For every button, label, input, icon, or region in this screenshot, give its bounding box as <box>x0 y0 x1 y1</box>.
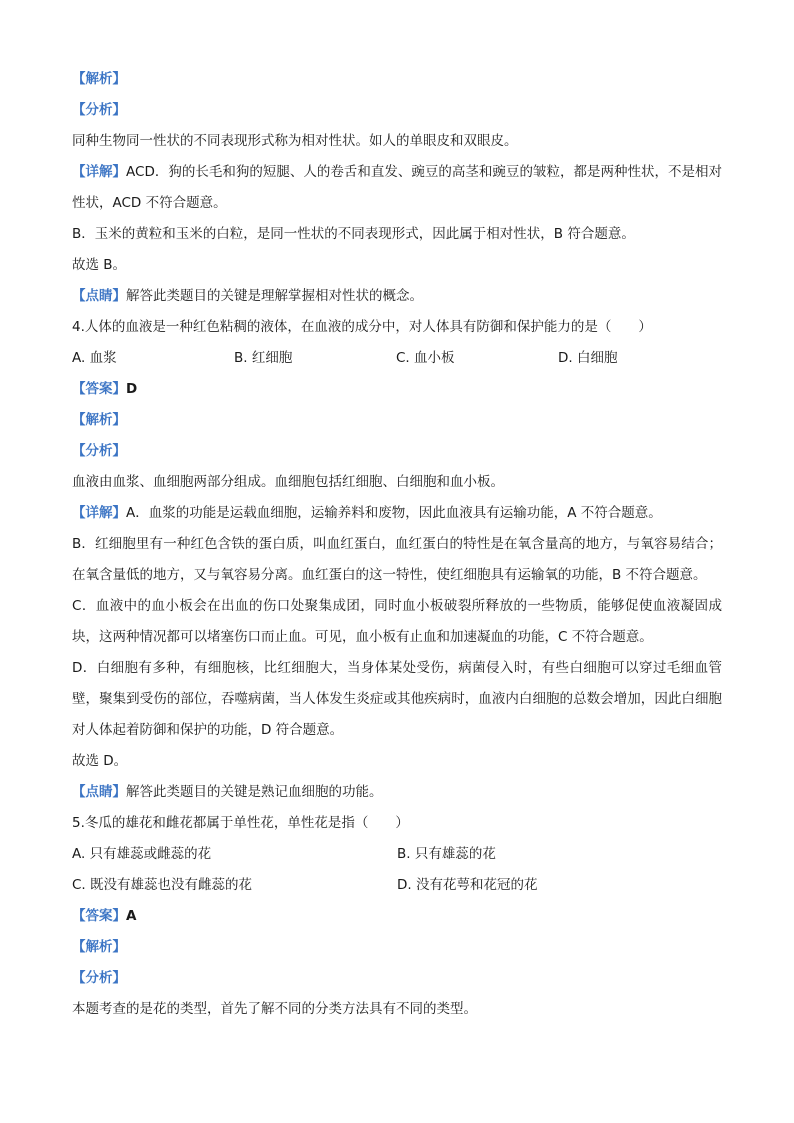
question-5-options-row-2 <box>72 870 722 901</box>
xiangjie-paragraph <box>72 157 722 219</box>
question-5-answer <box>72 901 722 932</box>
option-a: A. 只有雄蕊或雌蕊的花 <box>72 846 212 862</box>
fenxi-heading <box>72 95 722 126</box>
section-tag: 【分析】 <box>72 970 126 986</box>
section-tag: 【点睛】 <box>72 784 126 800</box>
option-b: B. 红细胞 <box>234 350 293 366</box>
option-a: A. 血浆 <box>72 350 117 366</box>
option-b: B. 只有雄蕊的花 <box>397 846 496 862</box>
question-5-fenxi-text: 本题考查的是花的类型，首先了解不同的分类方法具有不同的类型。 <box>72 1001 477 1017</box>
option-d: D. 没有花萼和花冠的花 <box>397 877 538 893</box>
option-d: D. 白细胞 <box>558 350 618 366</box>
xiangjie-b-text: B．玉米的黄粒和玉米的白粒，是同一性状的不同表现形式，因此属于相对性状，B 符合题意。 <box>72 226 635 242</box>
question-5-options-row-1 <box>72 839 722 870</box>
question-4-xiangjie-b: B．红细胞里有一种红色含铁的蛋白质，叫血红蛋白，血红蛋白的特性是在氧含量高的地方，与氧容易结合；在氧含量低的地方，又与氧容易分离。血红蛋白的这一特性，使红细胞具有运输氧的功能，B 不符合题意。 <box>72 536 722 583</box>
jiexi-heading <box>72 64 722 95</box>
option-c: C. 既没有雄蕊也没有雌蕊的花 <box>72 877 253 893</box>
dianjing-text: 解答此类题目的关键是熟记血细胞的功能。 <box>126 784 383 800</box>
question-4-xiangjie-c: C．血液中的血小板会在出血的伤口处聚集成团，同时血小板破裂所释放的一些物质，能够促使血液凝固成块，这两种情况都可以堵塞伤口而止血。可见，血小板有止血和加速凝血的功能，C 不符合题意。 <box>72 598 722 645</box>
question-4-stem: 4.人体的血液是一种红色粘稠的液体，在血液的成分中，对人体具有防御和保护能力的是（ ） <box>72 319 652 335</box>
section-tag: 【点睛】 <box>72 288 126 304</box>
choose-text: 故选 B。 <box>72 257 127 273</box>
section-tag: 【解析】 <box>72 939 126 955</box>
question-4-fenxi-text: 血液由血浆、血细胞两部分组成。血细胞包括红细胞、白细胞和血小板。 <box>72 474 504 490</box>
question-4-dianjing <box>72 777 722 808</box>
question-4-xiangjie-d: D．白细胞有多种，有细胞核，比红细胞大，当身体某处受伤，病菌侵入时，有些白细胞可以穿过毛细血管壁，聚集到受伤的部位，吞噬病菌，当人体发生炎症或其他疾病时，血液内白细胞的总数会增加，因此白细胞对人体起着防御和保护的功能，D 符合题意。 <box>72 660 722 738</box>
dianjing-paragraph <box>72 281 722 312</box>
section-tag: 【详解】 <box>72 164 127 180</box>
answer-tag: 【答案】 <box>72 381 126 397</box>
xiangjie-a-text: A．血浆的功能是运载血细胞，运输养料和废物，因此血液具有运输功能，A 不符合题意。 <box>126 505 662 521</box>
answer-value: D <box>126 381 138 397</box>
question-4-fenxi-heading <box>72 436 722 467</box>
section-tag: 【分析】 <box>72 443 126 459</box>
section-tag: 【分析】 <box>72 102 126 118</box>
section-tag: 【详解】 <box>72 505 126 521</box>
section-tag: 【解析】 <box>72 412 126 428</box>
question-5-stem: 5.冬瓜的雄花和雌花都属于单性花，单性花是指（ ） <box>72 815 409 831</box>
question-4-xiangjie-a <box>72 498 722 529</box>
question-4-answer <box>72 374 722 405</box>
fenxi-text: 同种生物同一性状的不同表现形式称为相对性状。如人的单眼皮和双眼皮。 <box>72 133 518 149</box>
answer-value: A <box>126 908 137 924</box>
dianjing-text: 解答此类题目的关键是理解掌握相对性状的概念。 <box>126 288 423 304</box>
question-5-jiexi-heading <box>72 932 722 963</box>
question-4-options <box>72 343 722 374</box>
question-4-jiexi-heading <box>72 405 722 436</box>
answer-tag: 【答案】 <box>72 908 126 924</box>
question-4-choose: 故选 D。 <box>72 753 128 769</box>
xiangjie-text: ACD．狗的长毛和狗的短腿、人的卷舌和直发、豌豆的高茎和豌豆的皱粒，都是两种性状，不是相对性状，ACD 不符合题意。 <box>72 164 722 211</box>
question-5-fenxi-heading <box>72 963 722 994</box>
section-tag: 【解析】 <box>72 71 126 87</box>
option-c: C. 血小板 <box>396 350 455 366</box>
